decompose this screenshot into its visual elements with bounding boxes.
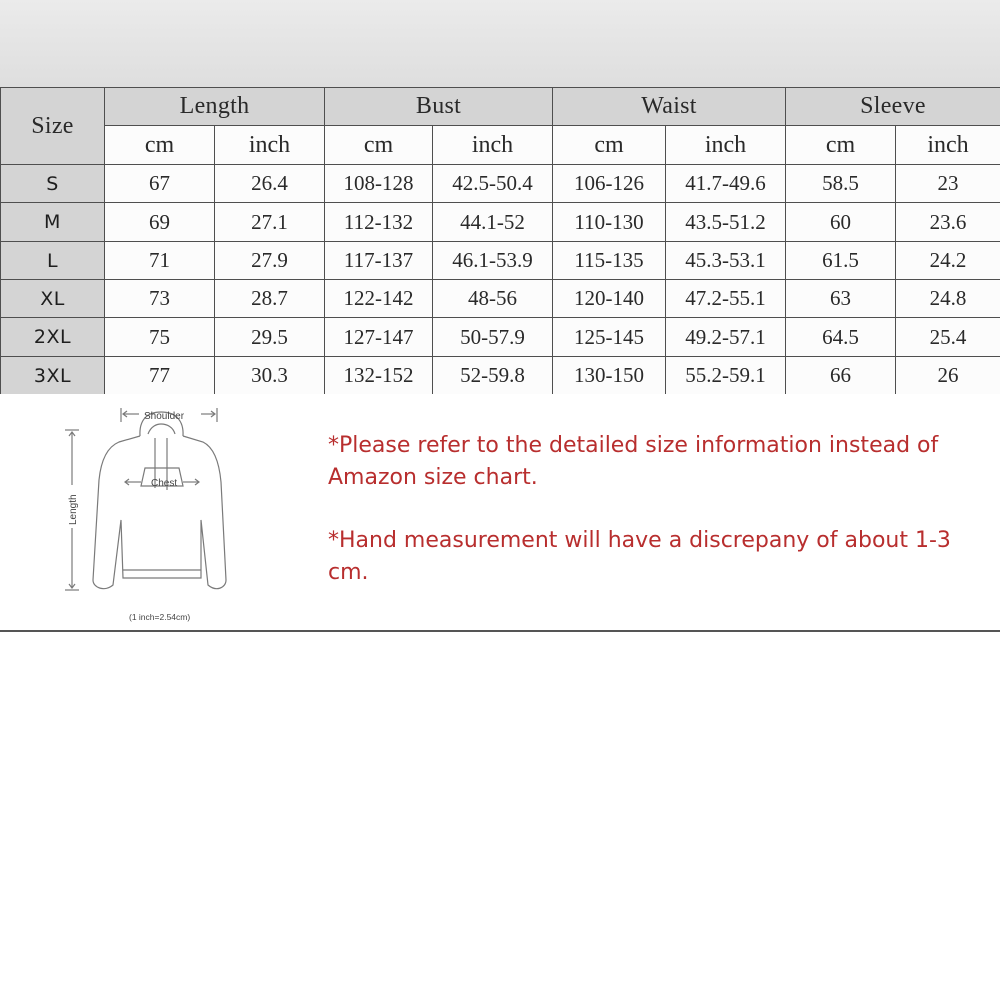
table-row (1, 203, 1000, 242)
length-cm-header: cm (105, 126, 215, 165)
bust-inch-cell: 52-59.8 (433, 357, 553, 395)
waist-cm-header: cm (553, 126, 666, 165)
length-inch-cell: 30.3 (215, 357, 325, 395)
bust-inch-cell: 44.1-52 (433, 203, 553, 242)
bust-group-header: Bust (325, 88, 553, 126)
hoodie-illustration (55, 400, 255, 628)
waist-inch-cell: 49.2-57.1 (666, 318, 786, 357)
sleeve-inch-cell: 26 (896, 357, 1000, 395)
bust-inch-cell: 46.1-53.9 (433, 242, 553, 280)
conversion-note: (1 inch=2.54cm) (129, 612, 191, 622)
length-cm-cell: 67 (105, 165, 215, 203)
sleeve-cm-cell: 63 (786, 280, 896, 318)
waist-inch-cell: 55.2-59.1 (666, 357, 786, 395)
shoulder-label: Shoulder (144, 411, 185, 422)
table-row (1, 318, 1000, 357)
bust-cm-header: cm (325, 126, 433, 165)
length-inch-cell: 27.1 (215, 203, 325, 242)
notes-block (328, 430, 978, 620)
waist-cm-cell: 130-150 (553, 357, 666, 395)
waist-cm-cell: 115-135 (553, 242, 666, 280)
table-row (1, 280, 1000, 318)
waist-inch-cell: 43.5-51.2 (666, 203, 786, 242)
bust-cm-cell: 132-152 (325, 357, 433, 395)
waist-inch-cell: 45.3-53.1 (666, 242, 786, 280)
length-cm-cell: 69 (105, 203, 215, 242)
bust-cm-cell: 117-137 (325, 242, 433, 280)
sleeve-inch-cell: 23 (896, 165, 1000, 203)
bust-cm-cell: 127-147 (325, 318, 433, 357)
bust-cm-cell: 108-128 (325, 165, 433, 203)
waist-inch-header: inch (666, 126, 786, 165)
size-label-cell: M (1, 203, 105, 242)
bust-cm-cell: 122-142 (325, 280, 433, 318)
size-column-header: Size (1, 88, 105, 165)
length-inch-cell: 27.9 (215, 242, 325, 280)
waist-cm-cell: 106-126 (553, 165, 666, 203)
waist-cm-cell: 110-130 (553, 203, 666, 242)
size-label-cell: L (1, 242, 105, 280)
unit-header-row (1, 126, 1000, 165)
hoodie-measurement-diagram (55, 400, 255, 628)
waist-inch-cell: 41.7-49.6 (666, 165, 786, 203)
table-row (1, 165, 1000, 203)
length-cm-cell: 73 (105, 280, 215, 318)
bust-inch-cell: 42.5-50.4 (433, 165, 553, 203)
length-cm-cell: 71 (105, 242, 215, 280)
length-cm-cell: 75 (105, 318, 215, 357)
size-chart-table (0, 87, 1000, 395)
sleeve-inch-cell: 24.2 (896, 242, 1000, 280)
sleeve-cm-cell: 60 (786, 203, 896, 242)
waist-inch-cell: 47.2-55.1 (666, 280, 786, 318)
table-row (1, 357, 1000, 395)
sleeve-group-header: Sleeve (786, 88, 1000, 126)
bust-cm-cell: 112-132 (325, 203, 433, 242)
sleeve-inch-header: inch (896, 126, 1000, 165)
waist-cm-cell: 125-145 (553, 318, 666, 357)
length-inch-cell: 28.7 (215, 280, 325, 318)
size-label-cell: 2XL (1, 318, 105, 357)
length-group-header: Length (105, 88, 325, 126)
length-inch-header: inch (215, 126, 325, 165)
chest-label: Chest (151, 478, 178, 489)
bust-inch-cell: 50-57.9 (433, 318, 553, 357)
note-hand-measurement: *Hand measurement will have a discrepany of about 1-3 cm. (328, 528, 951, 585)
sleeve-cm-header: cm (786, 126, 896, 165)
waist-group-header: Waist (553, 88, 786, 126)
bust-inch-cell: 48-56 (433, 280, 553, 318)
length-cm-cell: 77 (105, 357, 215, 395)
length-inch-cell: 29.5 (215, 318, 325, 357)
divider-line (0, 630, 1000, 632)
length-label: Length (68, 494, 79, 525)
sleeve-cm-cell: 61.5 (786, 242, 896, 280)
sleeve-cm-cell: 64.5 (786, 318, 896, 357)
bust-inch-header: inch (433, 126, 553, 165)
sleeve-inch-cell: 25.4 (896, 318, 1000, 357)
waist-cm-cell: 120-140 (553, 280, 666, 318)
size-label-cell: XL (1, 280, 105, 318)
size-label-cell: 3XL (1, 357, 105, 395)
sleeve-inch-cell: 24.8 (896, 280, 1000, 318)
sleeve-inch-cell: 23.6 (896, 203, 1000, 242)
group-header-row (1, 88, 1000, 126)
top-gray-band (0, 0, 1000, 87)
note-refer-size-info: *Please refer to the detailed size information instead of Amazon size chart. (328, 433, 939, 490)
size-label-cell: S (1, 165, 105, 203)
table-row (1, 242, 1000, 280)
sleeve-cm-cell: 66 (786, 357, 896, 395)
length-inch-cell: 26.4 (215, 165, 325, 203)
sleeve-cm-cell: 58.5 (786, 165, 896, 203)
